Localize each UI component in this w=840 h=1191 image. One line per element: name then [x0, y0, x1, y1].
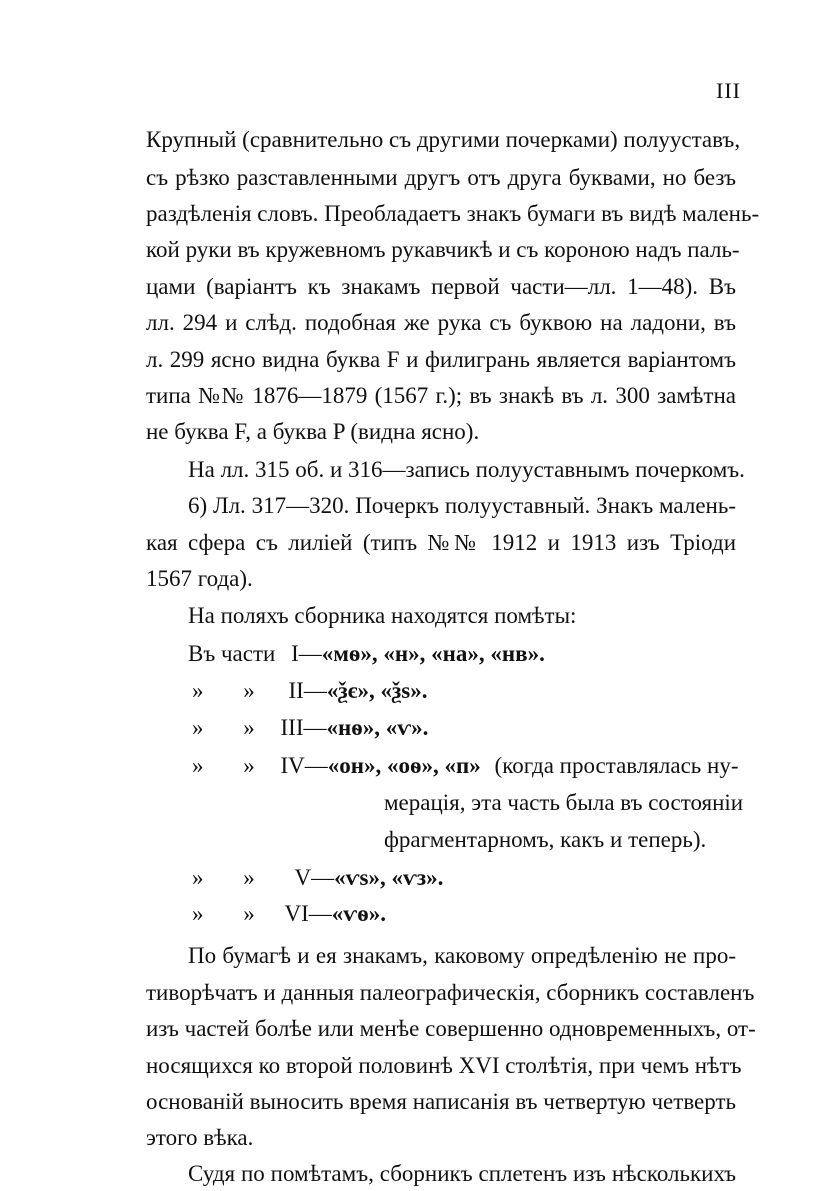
text-line: этого вѣка. — [146, 1125, 254, 1150]
mark-values: «нѳ», «ѵ». — [326, 715, 429, 740]
mark-row — [192, 679, 427, 702]
mark-values: «мѳ», «н», «на», «нв». — [321, 641, 545, 666]
mark-part: II— — [288, 678, 327, 703]
mark-note-cont: фрагментарномъ, какъ и теперь). — [384, 827, 707, 852]
mark-note: (когда проставлялась ну- — [494, 753, 739, 778]
mark-part: VI— — [284, 901, 332, 926]
mark-prefix: » — [243, 753, 255, 778]
mark-prefix: » — [243, 678, 255, 703]
mark-part: IV— — [280, 753, 328, 778]
mark-prefix: » — [243, 715, 255, 740]
text-line: Крупный (сравнительно съ другими почерками) полууставъ, — [146, 127, 741, 152]
text-line: цами (варіантъ къ знакамъ первой части—лл. 1—48). Въ — [146, 274, 736, 299]
mark-values: «ѵѕ», «ѵз». — [334, 865, 444, 890]
text-line: раздѣленія словъ. Преобладаетъ знакъ бумаги въ видѣ малень- — [146, 201, 760, 226]
mark-row — [188, 642, 545, 665]
text-line: кая сфера съ лиліей (типъ №№ 1912 и 1913 изъ Тріоди — [146, 530, 736, 555]
mark-part: V— — [294, 865, 335, 890]
marks-intro: На поляхъ сборника находятся помѣты: — [188, 603, 577, 628]
mark-prefix: » — [243, 901, 255, 926]
text-line: основаній выносить время написанія въ четвертую четверть — [146, 1089, 736, 1114]
text-line: Судя по помѣтамъ, сборникъ сплетенъ изъ нѣсколькихъ — [188, 1161, 736, 1186]
mark-note-cont: мерація, эта часть была въ состояніи — [384, 790, 744, 815]
text-line: 1567 года). — [146, 566, 253, 591]
text-line: По бумагѣ и ея знакамъ, каковому опредѣленію не про- — [188, 943, 736, 968]
text-line: изъ частей болѣе или менѣе совершенно одновременныхъ, от- — [146, 1016, 756, 1041]
mark-part: III— — [280, 715, 327, 740]
mark-values: «он», «оѳ», «п» — [327, 753, 481, 778]
mark-prefix: Въ части — [188, 641, 276, 666]
mark-row — [192, 754, 739, 777]
mark-prefix: » — [192, 678, 204, 703]
mark-row — [192, 716, 428, 739]
mark-values: «ѯє», «ѯѕ». — [326, 678, 428, 703]
mark-values: «ѵѳ». — [331, 901, 386, 926]
text-line: 6) Лл. 317—320. Почеркъ полууставный. Знакъ малень- — [188, 493, 736, 518]
mark-row — [192, 866, 443, 889]
text-line: кой руки въ кружевномъ рукавчикѣ и съ короною надъ паль- — [146, 237, 740, 262]
text-line: не буква F, а буква P (видна ясно). — [146, 419, 480, 444]
mark-prefix: » — [192, 901, 204, 926]
text-line: лл. 294 и слѣд. подобная же рука съ буквою на ладони, въ — [146, 310, 736, 335]
mark-prefix: » — [192, 715, 204, 740]
page-number: III — [716, 78, 741, 103]
mark-row — [192, 902, 386, 925]
text-line: типа №№ 1876—1879 (1567 г.); въ знакѣ въ л. 300 замѣтна — [146, 383, 736, 408]
text-line: л. 299 ясно видна буква F и филигрань является варіантомъ — [146, 347, 736, 372]
text-line: носящихся ко второй половинѣ XVI столѣтія, при чемъ нѣтъ — [146, 1053, 742, 1078]
mark-part: I— — [291, 641, 322, 666]
mark-prefix: » — [243, 865, 255, 890]
text-line: съ рѣзко разставленными другъ отъ друга буквами, но безъ — [146, 165, 736, 190]
mark-prefix: » — [192, 753, 204, 778]
text-line-315: На лл. 315 об. и 316—запись полууставнымъ почеркомъ. — [188, 457, 745, 482]
text-line: тиворѣчатъ и данныя палеографическія, сборникъ составленъ — [146, 980, 755, 1005]
mark-prefix: » — [192, 865, 204, 890]
